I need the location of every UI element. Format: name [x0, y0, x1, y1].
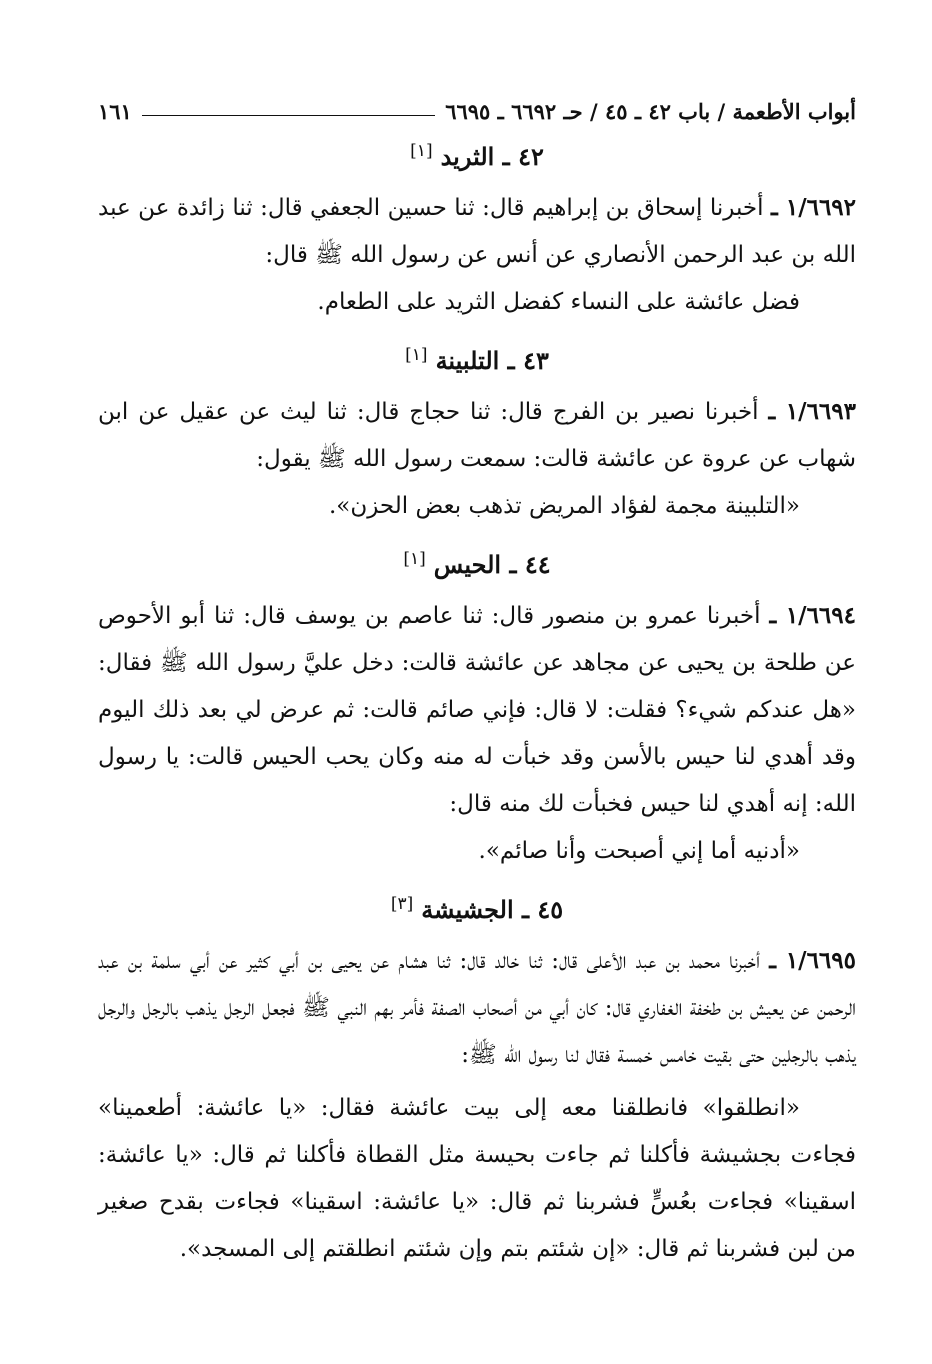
hadith-isnad: أخبرنا نصير بن الفرج قال: ثنا حجاج قال: ثنا ليث عن عقيل عن ابن شهاب عن عروة عن عائشة قالت: سمعت رسول الله ﷺ يقول:: [98, 399, 856, 472]
footnote-marker: [١]: [410, 141, 433, 161]
hadith-isnad: أخبرنا محمد بن عبد الأعلى قال: ثنا خالد قال: ثنا هشام عن يحيى بن أبي كثير عن أبي سلمة بن عبد الرحمن عن يعيش بن طخفة الغفاري قال: كان أبي من أصحاب الصفة فأمر بهم النبي ﷺ فجعل الرجل يذهب بالرجل والرجل يذهب بالرجلين حتى بقيت خامس خمسة فقال لنا رسول الله ﷺ:: [98, 948, 856, 1068]
chapter-heading: [98, 542, 856, 582]
hadith-text: «انطلقوا» فانطلقنا معه إلى بيت عائشة فقال: «يا عائشة: أطعمينا» فجاءت بجشيشة فأكلنا ثم جاءت بحيسة مثل القطاة فأكلنا ثم قال: «يا عائشة: اسقينا» فجاءت بعُسٍّ فشربنا ثم قال: «يا عائشة: اسقينا» فجاءت بقدح صغير من لبن فشربنا ثم قال: «إن شئتم بتم وإن شئتم انطلقتم إلى المسجد».: [98, 1095, 856, 1262]
chapter-heading: [98, 134, 856, 174]
hadith-number: ١/٦٦٩٤ ـ: [769, 602, 856, 629]
chapter-heading: [98, 887, 856, 927]
hadith-number: ١/٦٦٩٣ ـ: [768, 398, 856, 425]
hadith-isnad: أخبرنا إسحاق بن إبراهيم قال: ثنا حسين الجعفي قال: ثنا زائدة عن عبد الله بن عبد الرحمن الأنصاري عن أنس عن رسول الله ﷺ قال:: [98, 195, 856, 268]
footnote-marker: [١]: [405, 345, 428, 365]
running-header-title: أبواب الأطعمة / باب ٤٢ ـ ٤٥ / حـ ٦٦٩٢ ـ ٦٦٩٥: [445, 99, 856, 124]
hadith-number: ١/٦٦٩٢ ـ: [770, 194, 857, 221]
footnote-marker: [١]: [403, 549, 426, 569]
hadith-text: «التلبينة مجمة لفؤاد المريض تذهب بعض الحزن».: [328, 493, 800, 519]
hadith-isnad: أخبرنا عمرو بن منصور قال: ثنا عاصم بن يوسف قال: ثنا أبو الأحوص عن طلحة بن يحيى عن مجاهد عن عائشة قالت: دخل عليَّ رسول الله ﷺ فقال: «هل عندكم شيء؟ فقلت: لا قال: فإني صائم قالت: ثم عرض لي بعد ذلك اليوم وقد أهدي لنا حيس بالأسن وقد خبأت له منه وكان يحب الحيس قالت: يا رسول الله: إنه أهدي لنا حيس فخبأت لك منه قال:: [98, 603, 856, 817]
page-number: ١٦١: [98, 99, 132, 124]
hadith-chain: [98, 937, 856, 1079]
running-header: [98, 84, 856, 124]
hadith-chain: [98, 184, 856, 279]
chapter-title: ٤٢ ـ الثريد: [440, 142, 544, 171]
hadith-chain: [98, 388, 856, 483]
book-page: [98, 84, 856, 1273]
chapter-title: ٤٣ ـ التلبينة: [435, 346, 549, 375]
hadith-text: «أدنيه أما إني أصبحت وأنا صائم».: [478, 838, 800, 864]
hadith-chain: [98, 592, 856, 828]
hadith-number: ١/٦٦٩٥ ـ: [769, 947, 856, 974]
footnote-marker: [٣]: [390, 894, 414, 914]
chapter-title: ٤٤ ـ الحيس: [433, 550, 551, 579]
header-rule: [142, 115, 435, 116]
chapter-heading: [98, 338, 856, 378]
chapter-title: ٤٥ ـ الجشيشة: [421, 895, 564, 924]
hadith-text: فضل عائشة على النساء كفضل الثريد على الطعام.: [317, 289, 800, 315]
